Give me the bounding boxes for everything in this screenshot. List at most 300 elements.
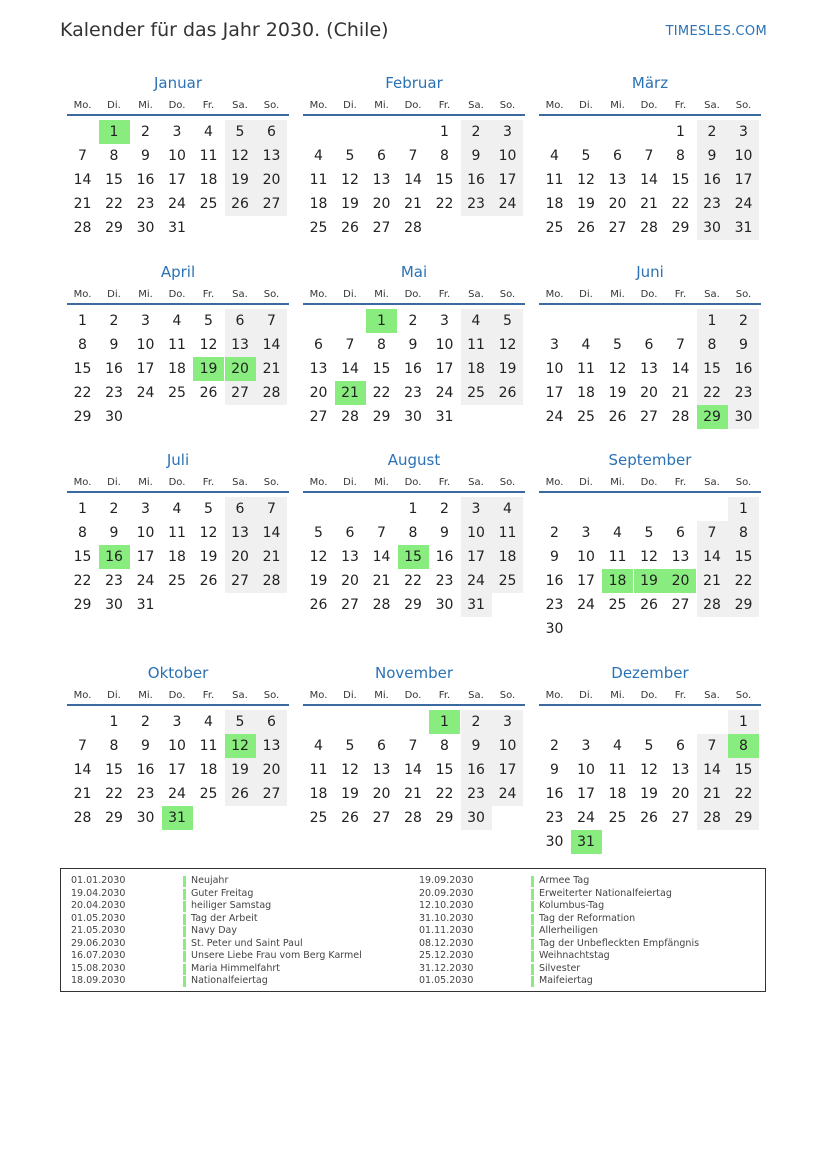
day-cell: 13: [225, 521, 256, 545]
day-cell: 25: [199, 786, 218, 802]
day-cell: 30: [136, 810, 155, 826]
day-cell: 2: [728, 309, 759, 333]
day-cell: 8: [728, 521, 759, 545]
day-cell: 27: [225, 381, 256, 405]
weekday-header: [67, 690, 289, 706]
day-cell: 3: [492, 710, 523, 734]
holiday-day-cell: 20: [665, 569, 696, 593]
day-cell: 6: [377, 148, 386, 164]
day-cell: 3: [728, 120, 759, 144]
day-cell: 17: [545, 385, 564, 401]
weekday-label: Fr.: [202, 100, 215, 111]
weekday-header: [67, 289, 289, 305]
day-cell: 1: [78, 313, 87, 329]
day-cell: 26: [577, 220, 595, 236]
day-cell: 31: [168, 220, 186, 236]
day-cell: 24: [168, 196, 186, 212]
weekday-label: Fr.: [438, 690, 451, 701]
day-cell: 17: [136, 549, 155, 565]
day-cell: 29: [404, 597, 422, 613]
day-cell: 25: [199, 196, 218, 212]
weekday-label: Mi.: [374, 289, 389, 300]
weekday-label: So.: [499, 690, 516, 701]
day-cell: 17: [577, 573, 595, 589]
day-cell: 7: [408, 738, 418, 754]
day-cell: 28: [404, 220, 422, 236]
holiday-day-cell: 1: [429, 710, 460, 734]
day-cell: 16: [105, 361, 123, 377]
day-cell: 26: [492, 381, 523, 405]
holiday-date: 15.08.2030: [71, 962, 126, 974]
weekday-label: So.: [735, 289, 752, 300]
day-cell: 27: [671, 597, 690, 613]
weekday-label: Mi.: [374, 100, 389, 111]
day-cell: 24: [435, 385, 454, 401]
day-cell: 29: [728, 806, 759, 830]
day-cell: 2: [141, 714, 150, 730]
day-cell: 20: [341, 573, 359, 589]
day-cell: 15: [728, 545, 759, 569]
day-cell: 18: [168, 549, 186, 565]
day-cell: 29: [671, 220, 690, 236]
weekday-label: Sa.: [468, 477, 484, 488]
day-cell: 26: [640, 810, 658, 826]
day-cell: 20: [640, 385, 658, 401]
day-cell: 21: [697, 782, 728, 806]
weekday-header: [539, 100, 761, 116]
holiday-name: Navy Day: [191, 925, 237, 936]
day-cell: 7: [676, 337, 685, 353]
holiday-marker: [531, 926, 534, 937]
holiday-day-cell: 1: [366, 309, 397, 333]
day-cell: 4: [314, 738, 323, 754]
day-cell: 11: [199, 148, 218, 164]
day-cell: 20: [671, 786, 690, 802]
holiday-marker: [531, 901, 534, 912]
day-cell: 10: [461, 521, 492, 545]
day-cell: 7: [697, 734, 728, 758]
day-cell: 6: [225, 309, 256, 333]
day-cell: 19: [225, 168, 256, 192]
day-cell: 19: [577, 196, 595, 212]
weekday-label: Do.: [640, 477, 658, 488]
day-cell: 11: [309, 172, 328, 188]
day-cell: 18: [199, 762, 218, 778]
day-cell: 26: [309, 597, 328, 613]
holiday-day-cell: 31: [571, 830, 602, 854]
day-cell: 19: [199, 549, 218, 565]
day-cell: 27: [372, 220, 391, 236]
day-cell: 5: [225, 120, 256, 144]
holiday-name: Nationalfeiertag: [191, 975, 268, 986]
weekday-label: Do.: [168, 100, 186, 111]
day-cell: 24: [577, 597, 595, 613]
day-cell: 7: [256, 497, 287, 521]
day-cell: 20: [372, 196, 391, 212]
holiday-name: Tag der Arbeit: [191, 912, 258, 924]
day-cell: 6: [314, 337, 323, 353]
day-cell: 7: [345, 337, 355, 353]
holiday-name: Maria Himmelfahrt: [191, 962, 280, 974]
holiday-marker: [531, 889, 534, 900]
month-name: Februar: [385, 74, 443, 92]
holiday-marker: [531, 951, 534, 962]
day-cell: 11: [492, 521, 523, 545]
day-cell: 10: [492, 144, 523, 168]
day-cell: 13: [671, 549, 690, 565]
day-cell: 3: [581, 525, 591, 541]
day-cell: 17: [136, 361, 155, 377]
day-cell: 22: [728, 569, 759, 593]
day-cell: 17: [728, 168, 759, 192]
day-cell: 8: [78, 525, 87, 541]
holiday-marker: [183, 901, 186, 912]
day-cell: 4: [581, 337, 591, 353]
holiday-name: Armee Tag: [539, 875, 590, 886]
day-cell: 14: [671, 361, 690, 377]
day-cell: 16: [545, 786, 564, 802]
day-cell: 23: [404, 385, 422, 401]
month-name: April: [160, 263, 196, 281]
day-cell: 31: [728, 216, 759, 240]
holiday-marker: [183, 939, 186, 950]
day-cell: 8: [440, 148, 449, 164]
day-cell: 5: [345, 738, 355, 754]
day-cell: 30: [545, 621, 564, 637]
holiday-date: 16.07.2030: [71, 950, 126, 961]
site-logo[interactable]: TIMESLES.COM: [665, 24, 767, 39]
day-cell: 29: [105, 220, 123, 236]
day-cell: 15: [73, 549, 92, 565]
month-name: Mai: [400, 263, 428, 281]
day-cell: 15: [105, 172, 123, 188]
day-cell: 23: [545, 597, 564, 613]
day-cell: 19: [608, 385, 627, 401]
holiday-date: 18.09.2030: [71, 975, 126, 986]
day-cell: 21: [73, 196, 92, 212]
weekday-label: Mo.: [309, 289, 328, 300]
holiday-date: 12.10.2030: [419, 900, 474, 911]
weekday-label: Do.: [640, 100, 658, 111]
day-cell: 17: [168, 762, 186, 778]
holiday-name: Silvester: [539, 962, 581, 974]
day-cell: 10: [136, 525, 155, 541]
month-name: Oktober: [147, 664, 209, 682]
day-cell: 8: [440, 738, 449, 754]
weekday-label: Sa.: [468, 690, 484, 701]
day-cell: 15: [728, 758, 759, 782]
holiday-date: 20.09.2030: [419, 887, 474, 899]
day-cell: 8: [78, 337, 87, 353]
day-cell: 23: [461, 192, 492, 216]
day-cell: 13: [225, 333, 256, 357]
day-cell: 22: [728, 782, 759, 806]
day-cell: 15: [372, 361, 391, 377]
holiday-day-cell: 20: [225, 357, 256, 381]
day-cell: 15: [435, 762, 454, 778]
day-cell: 21: [404, 196, 422, 212]
holiday-day-cell: 29: [697, 405, 728, 429]
day-cell: 8: [676, 148, 685, 164]
day-cell: 3: [550, 337, 559, 353]
holiday-date: 21.05.2030: [71, 925, 126, 936]
weekday-label: Di.: [343, 100, 357, 111]
day-cell: 19: [640, 786, 658, 802]
day-cell: 31: [136, 597, 155, 613]
weekday-label: Sa.: [704, 289, 720, 300]
day-cell: 5: [644, 525, 654, 541]
day-cell: 23: [136, 786, 155, 802]
weekday-label: Mi.: [610, 690, 625, 701]
day-cell: 5: [644, 738, 654, 754]
weekday-label: Di.: [579, 477, 593, 488]
weekday-label: Sa.: [232, 289, 248, 300]
weekday-label: Do.: [404, 289, 422, 300]
day-cell: 28: [640, 220, 658, 236]
weekday-label: Fr.: [438, 289, 451, 300]
holiday-date: 25.12.2030: [419, 950, 474, 961]
weekday-label: Do.: [168, 477, 186, 488]
day-cell: 2: [550, 738, 559, 754]
day-cell: 28: [671, 409, 690, 425]
weekday-label: Di.: [107, 289, 121, 300]
holiday-day-cell: 12: [225, 734, 256, 758]
day-cell: 24: [136, 385, 155, 401]
day-cell: 6: [256, 120, 287, 144]
weekday-label: Sa.: [704, 690, 720, 701]
day-cell: 22: [73, 573, 92, 589]
day-cell: 2: [109, 313, 119, 329]
day-cell: 16: [136, 762, 155, 778]
day-cell: 18: [608, 786, 627, 802]
day-cell: 30: [404, 409, 422, 425]
day-cell: 21: [73, 786, 92, 802]
day-cell: 9: [440, 525, 449, 541]
holiday-marker: [183, 926, 186, 937]
day-cell: 24: [492, 782, 523, 806]
day-cell: 18: [309, 196, 328, 212]
weekday-label: Fr.: [438, 100, 451, 111]
weekday-label: So.: [263, 100, 280, 111]
weekday-label: So.: [499, 100, 516, 111]
day-cell: 17: [492, 168, 523, 192]
day-cell: 25: [309, 220, 328, 236]
day-cell: 9: [141, 148, 150, 164]
day-cell: 15: [435, 172, 454, 188]
weekday-label: Do.: [404, 690, 422, 701]
day-cell: 13: [309, 361, 328, 377]
holiday-day-cell: 21: [335, 381, 366, 405]
day-cell: 17: [435, 361, 454, 377]
day-cell: 7: [78, 148, 87, 164]
weekday-label: Mo.: [545, 100, 564, 111]
month-name: August: [387, 451, 441, 469]
holiday-name: Maifeiertag: [539, 975, 593, 986]
weekday-label: Do.: [168, 289, 186, 300]
holiday-name: Neujahr: [191, 875, 229, 886]
day-cell: 12: [492, 333, 523, 357]
weekday-label: Fr.: [674, 289, 687, 300]
day-cell: 11: [168, 525, 186, 541]
day-cell: 9: [461, 734, 492, 758]
day-cell: 26: [341, 810, 359, 826]
day-cell: 23: [697, 192, 728, 216]
day-cell: 16: [697, 168, 728, 192]
day-cell: 30: [435, 597, 454, 613]
weekday-label: Mo.: [545, 477, 564, 488]
day-cell: 8: [377, 337, 386, 353]
day-cell: 28: [697, 593, 728, 617]
weekday-label: Sa.: [468, 289, 484, 300]
day-cell: 2: [461, 710, 492, 734]
day-cell: 11: [461, 333, 492, 357]
holiday-list: [60, 868, 766, 992]
day-cell: 9: [141, 738, 150, 754]
day-cell: 22: [435, 196, 454, 212]
holiday-marker: [183, 914, 186, 925]
day-cell: 16: [461, 758, 492, 782]
day-cell: 27: [309, 409, 328, 425]
day-cell: 21: [256, 357, 287, 381]
holiday-date: 29.06.2030: [71, 937, 126, 949]
weekday-header: [539, 477, 761, 493]
holiday-name: Tag der Unbefleckten Empfängnis: [539, 937, 700, 949]
month-name: Juli: [166, 451, 190, 469]
day-cell: 14: [372, 549, 391, 565]
weekday-label: Mi.: [610, 100, 625, 111]
day-cell: 12: [225, 144, 256, 168]
day-cell: 14: [256, 521, 287, 545]
holiday-name: St. Peter und Saint Paul: [191, 937, 303, 949]
holiday-marker: [531, 976, 534, 987]
weekday-label: Mo.: [309, 477, 328, 488]
day-cell: 16: [545, 573, 564, 589]
day-cell: 12: [341, 762, 359, 778]
day-cell: 1: [676, 124, 685, 140]
day-cell: 21: [404, 786, 422, 802]
day-cell: 30: [105, 597, 123, 613]
holiday-name: Allerheiligen: [539, 925, 599, 936]
weekday-label: Fr.: [202, 477, 215, 488]
weekday-label: So.: [735, 690, 752, 701]
day-cell: 4: [492, 497, 523, 521]
weekday-header: [67, 477, 289, 493]
weekday-label: So.: [499, 289, 516, 300]
day-cell: 26: [225, 192, 256, 216]
day-cell: 31: [461, 593, 492, 617]
day-cell: 3: [141, 313, 150, 329]
day-cell: 11: [608, 762, 627, 778]
day-cell: 25: [168, 573, 186, 589]
day-cell: 28: [341, 409, 359, 425]
day-cell: 8: [109, 738, 119, 754]
weekday-header: [303, 289, 525, 305]
day-cell: 19: [309, 573, 328, 589]
day-cell: 18: [199, 172, 218, 188]
day-cell: 5: [581, 148, 591, 164]
day-cell: 1: [697, 309, 728, 333]
day-cell: 12: [341, 172, 359, 188]
day-cell: 4: [204, 124, 213, 140]
day-cell: 7: [644, 148, 654, 164]
day-cell: 9: [109, 337, 119, 353]
weekday-header: [539, 289, 761, 305]
day-cell: 25: [577, 409, 595, 425]
day-cell: 26: [640, 597, 658, 613]
day-cell: 20: [256, 168, 287, 192]
day-cell: 16: [728, 357, 759, 381]
weekday-label: Mo.: [73, 690, 92, 701]
day-cell: 16: [404, 361, 422, 377]
day-cell: 20: [309, 385, 328, 401]
day-cell: 15: [697, 357, 728, 381]
holiday-marker: [531, 876, 534, 887]
day-cell: 28: [73, 220, 92, 236]
day-cell: 4: [461, 309, 492, 333]
day-cell: 21: [640, 196, 658, 212]
holiday-day-cell: 18: [602, 569, 633, 593]
day-cell: 19: [225, 758, 256, 782]
day-cell: 3: [172, 124, 182, 140]
weekday-label: Sa.: [232, 100, 248, 111]
holiday-marker: [531, 964, 534, 975]
weekday-label: Mi.: [610, 289, 625, 300]
month-name: September: [608, 451, 692, 469]
weekday-label: Di.: [107, 477, 121, 488]
day-cell: 9: [697, 144, 728, 168]
day-cell: 14: [404, 172, 422, 188]
day-cell: 15: [671, 172, 690, 188]
day-cell: 12: [199, 337, 218, 353]
day-cell: 22: [105, 786, 123, 802]
weekday-label: Do.: [640, 289, 658, 300]
day-cell: 11: [199, 738, 218, 754]
day-cell: 10: [577, 549, 595, 565]
day-cell: 14: [640, 172, 658, 188]
holiday-date: 08.12.2030: [419, 937, 474, 949]
day-cell: 29: [435, 810, 454, 826]
day-cell: 5: [345, 148, 355, 164]
day-cell: 5: [204, 501, 213, 517]
day-cell: 28: [404, 810, 422, 826]
day-cell: 23: [461, 782, 492, 806]
day-cell: 26: [225, 782, 256, 806]
day-cell: 25: [608, 810, 627, 826]
day-cell: 5: [204, 313, 213, 329]
day-cell: 23: [435, 573, 454, 589]
weekday-label: Mo.: [73, 100, 92, 111]
day-cell: 14: [256, 333, 287, 357]
day-cell: 24: [461, 569, 492, 593]
day-cell: 19: [341, 786, 359, 802]
weekday-header: [303, 477, 525, 493]
day-cell: 20: [225, 545, 256, 569]
day-cell: 28: [256, 381, 287, 405]
day-cell: 17: [168, 172, 186, 188]
day-cell: 4: [314, 148, 323, 164]
weekday-label: Do.: [168, 690, 186, 701]
day-cell: 30: [461, 806, 492, 830]
weekday-label: Di.: [579, 289, 593, 300]
holiday-name: Guter Freitag: [191, 887, 254, 899]
day-cell: 23: [545, 810, 564, 826]
day-cell: 2: [697, 120, 728, 144]
day-cell: 9: [109, 525, 119, 541]
day-cell: 29: [728, 593, 759, 617]
day-cell: 23: [105, 385, 123, 401]
day-cell: 20: [608, 196, 627, 212]
day-cell: 24: [492, 192, 523, 216]
